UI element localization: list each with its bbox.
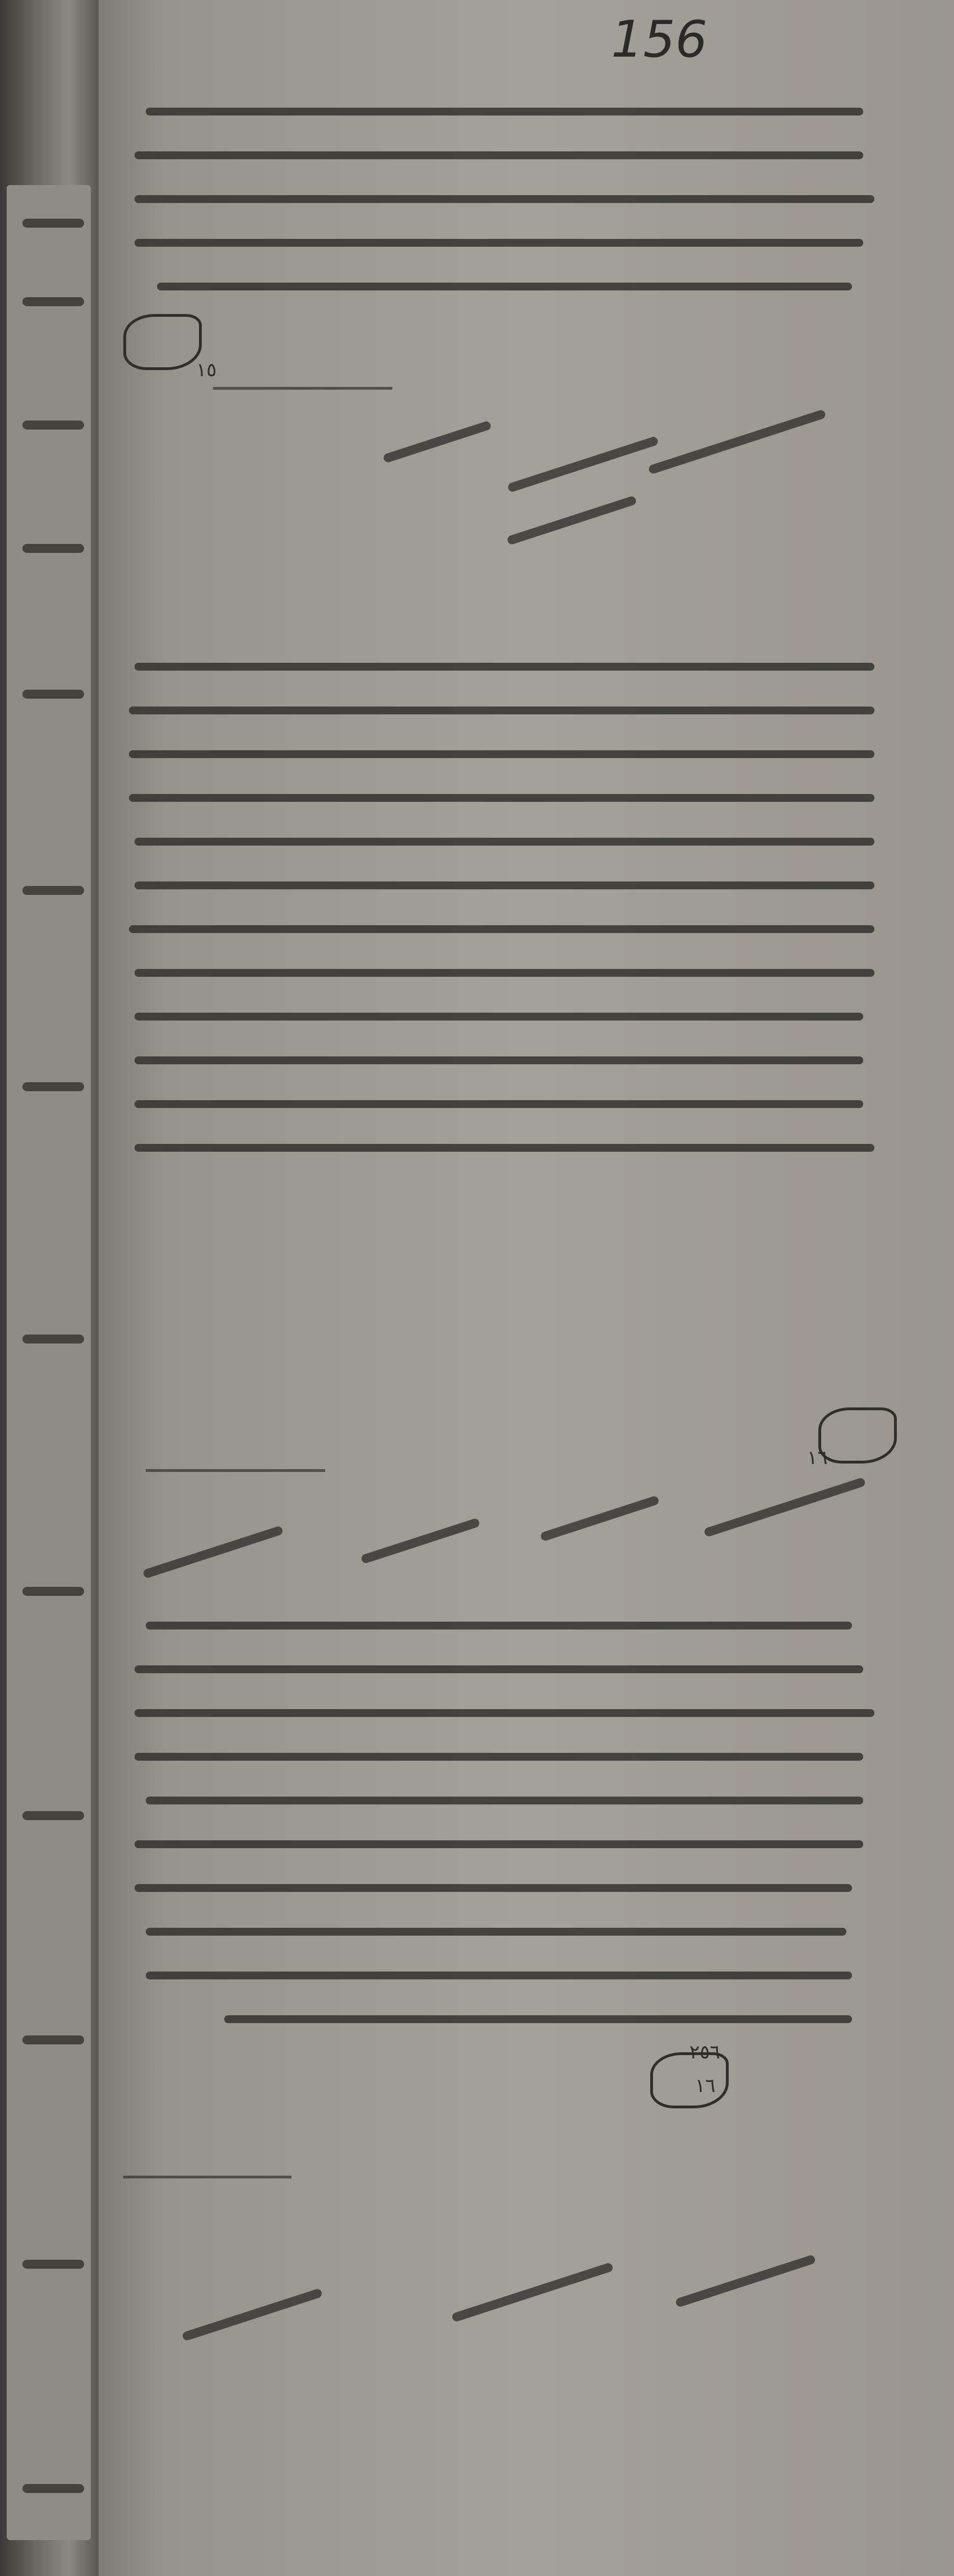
facing-page-text	[22, 2035, 84, 2044]
court-record-3	[112, 1604, 908, 2041]
kadi-seal	[818, 1407, 897, 1464]
facing-page-text	[22, 1335, 84, 1344]
facing-page-text	[22, 1082, 84, 1091]
facing-page-text	[22, 544, 84, 553]
entry-number: ١٥	[196, 359, 217, 381]
facing-page-text	[22, 219, 84, 228]
facing-page-text	[22, 1587, 84, 1596]
signature-line	[146, 1469, 325, 1472]
facing-page-edge	[7, 185, 91, 2540]
signature-line	[123, 2176, 291, 2178]
signature-line	[213, 387, 392, 390]
facing-page-text	[22, 421, 84, 430]
court-record-1	[112, 90, 908, 308]
facing-page-text	[22, 2484, 84, 2493]
kadi-seal	[123, 314, 202, 370]
facing-page-text	[22, 2260, 84, 2269]
entry-number: ١٦	[695, 2075, 716, 2097]
facing-page-text	[22, 690, 84, 699]
entry-number: ١٦	[807, 1447, 828, 1469]
folio-number: 156	[611, 10, 707, 69]
facing-page-text	[22, 886, 84, 895]
facing-page-text	[22, 1811, 84, 1820]
facing-page-text	[22, 297, 84, 306]
court-record-2	[112, 645, 908, 1170]
entry-number: ٢٥٦	[689, 2041, 720, 2063]
